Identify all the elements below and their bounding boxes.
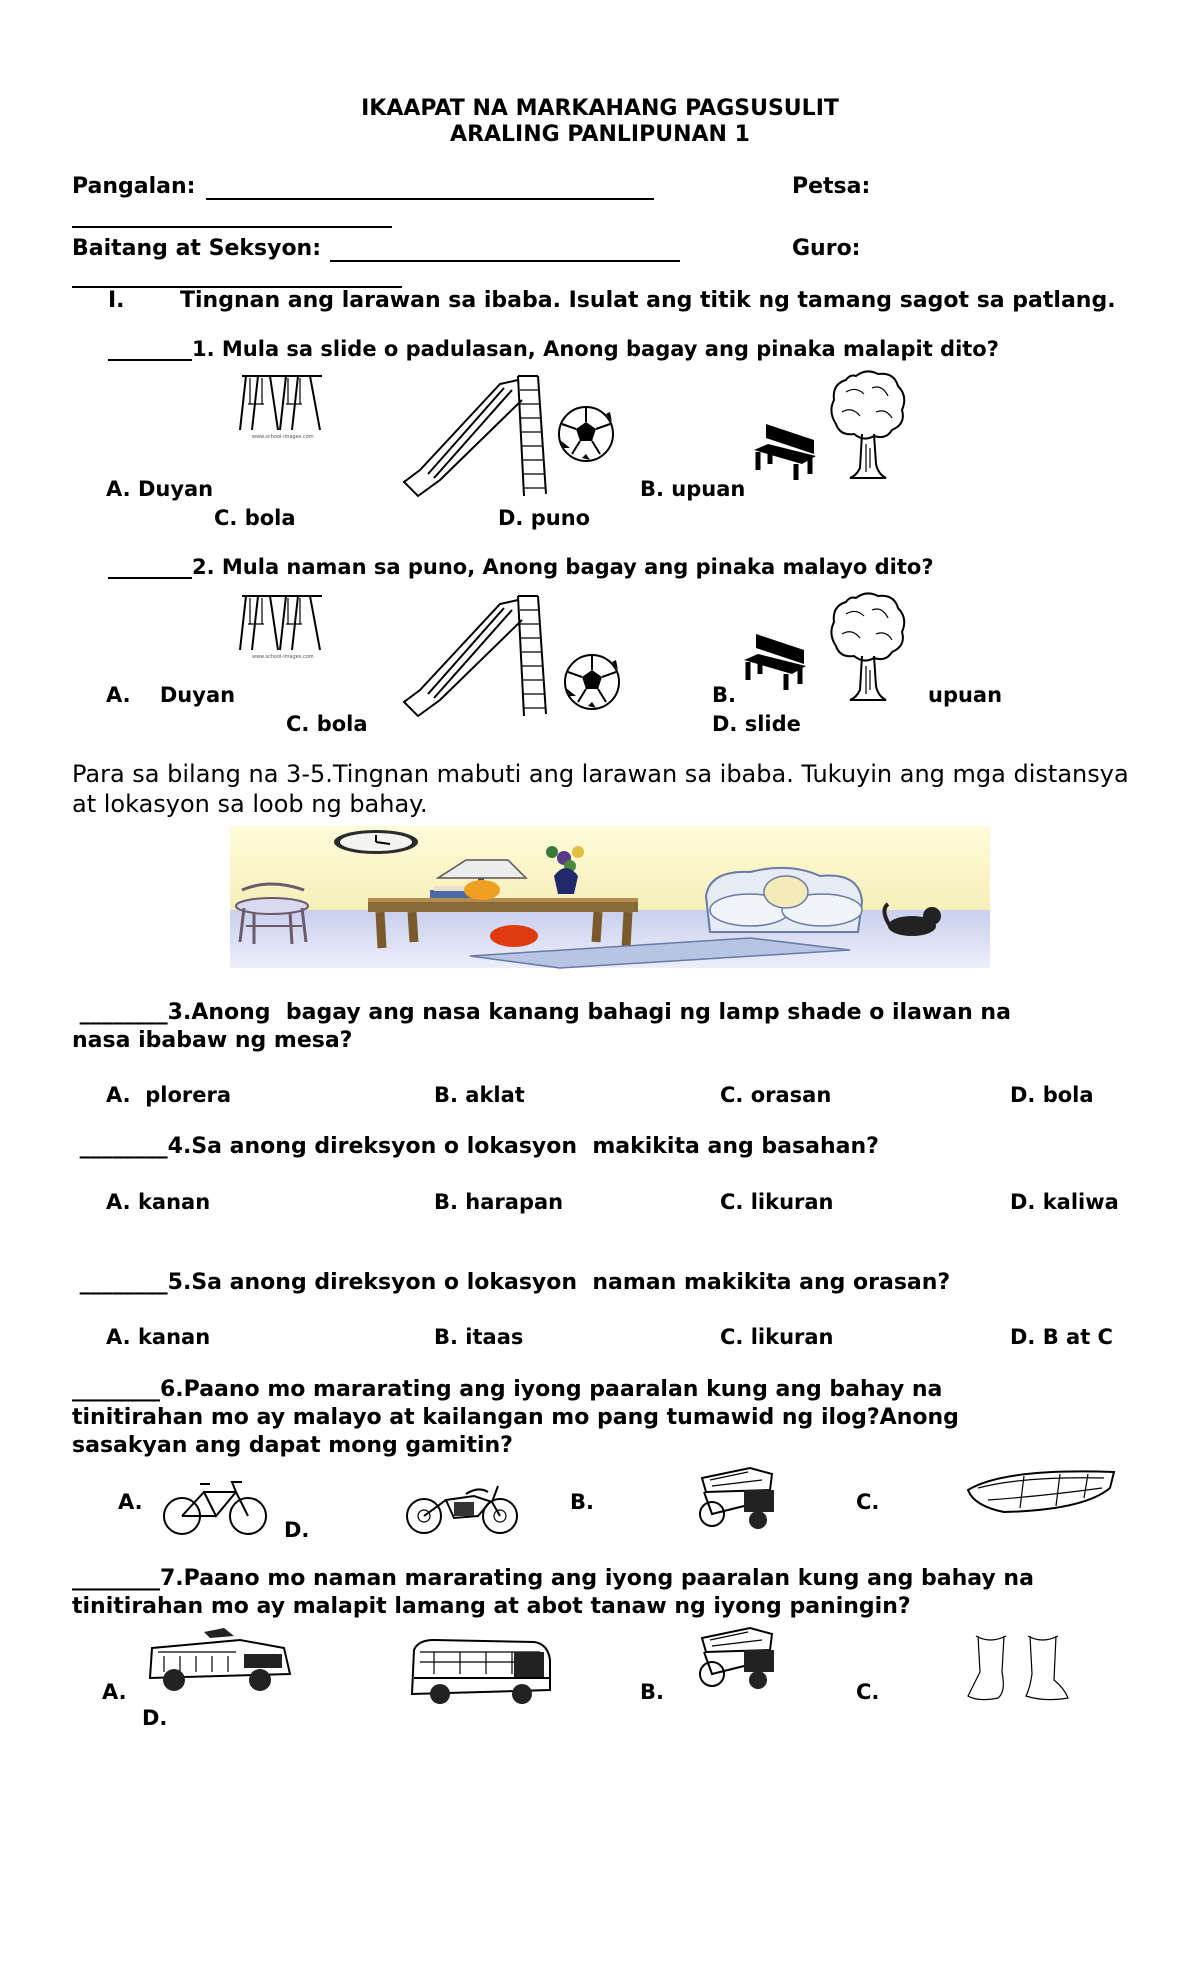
section-instruction: Tingnan ang larawan sa ibaba. Isulat ang titik ng tamang sagot sa patlang. — [180, 288, 1116, 313]
q3-option-b[interactable]: B. aklat — [434, 1083, 525, 1107]
q4-option-b[interactable]: B. harapan — [434, 1190, 564, 1214]
motorcycle-image — [404, 1480, 520, 1538]
q5-text: ________5.Sa anong direksyon o lokasyon naman makikita ang orasan? — [72, 1270, 951, 1295]
title-line2: ARALING PANLIPUNAN 1 — [450, 122, 750, 147]
q1-text: ________1. Mula sa slide o padulasan, Anong bagay ang pinaka malapit dito? — [108, 337, 999, 361]
q7-option-a[interactable]: A. — [102, 1680, 127, 1704]
q4-option-a[interactable]: A. kanan — [106, 1190, 211, 1214]
q2-option-a[interactable]: A. Duyan — [106, 683, 236, 707]
tree-image — [826, 368, 910, 484]
bench-image-2 — [742, 630, 812, 692]
ball-image — [556, 404, 616, 464]
section-numeral: I. — [108, 288, 125, 313]
intro-line2: at lokasyon sa loob ng bahay. — [72, 790, 428, 818]
q6-option-d[interactable]: D. — [284, 1518, 310, 1542]
q4-option-c[interactable]: C. likuran — [720, 1190, 834, 1214]
ball-image-2 — [562, 652, 622, 712]
q2-option-b-text: upuan — [928, 683, 1003, 707]
clock-image — [334, 830, 418, 854]
q3-option-c[interactable]: C. orasan — [720, 1083, 832, 1107]
feet-image — [964, 1632, 1076, 1704]
swing-image — [238, 370, 328, 440]
q7-text-line1: ________7.Paano mo naman mararating ang iyong paaralan kung ang bahay na — [72, 1566, 1034, 1591]
jeepney-image — [144, 1626, 294, 1696]
q2-option-d[interactable]: D. slide — [712, 712, 801, 736]
date-field[interactable] — [72, 226, 392, 228]
q1-blank[interactable]: ________ — [108, 337, 192, 361]
tree-image-2 — [826, 590, 910, 706]
svg-text:www.school-images.com: www.school-images.com — [252, 434, 314, 440]
bench-image — [752, 420, 822, 482]
bicycle-image — [160, 1474, 270, 1538]
q2-blank[interactable]: ________ — [108, 555, 192, 579]
q1-option-c[interactable]: C. bola — [214, 506, 296, 530]
slide-image-2 — [400, 590, 550, 720]
boat-image — [964, 1466, 1120, 1518]
q7-text-line2: tinitirahan mo ay malapit lamang at abot tanaw ng iyong paningin? — [72, 1594, 911, 1619]
q2-option-b[interactable]: B. — [712, 683, 736, 707]
grade-section-field[interactable] — [330, 260, 680, 262]
sofa-image — [706, 868, 862, 932]
q4-option-d[interactable]: D. kaliwa — [1010, 1190, 1119, 1214]
q6-text-line3: sasakyan ang dapat mong gamitin? — [72, 1433, 513, 1458]
svg-text:www.school-images.com: www.school-images.com — [252, 654, 314, 660]
q3-option-d[interactable]: D. bola — [1010, 1083, 1094, 1107]
name-field[interactable] — [206, 198, 654, 200]
q1-option-d[interactable]: D. puno — [498, 506, 591, 530]
title-line1: IKAAPAT NA MARKAHANG PAGSUSULIT — [361, 96, 839, 121]
slide-image — [400, 370, 550, 500]
date-label: Petsa: — [792, 174, 871, 199]
q5-option-a[interactable]: A. kanan — [106, 1325, 211, 1349]
q3-text-line1: ________3.Anong bagay ang nasa kanang bahagi ng lamp shade o ilawan na — [72, 1000, 1011, 1025]
swing-image-2 — [238, 590, 328, 660]
q1-option-b[interactable]: B. upuan — [640, 477, 746, 501]
teacher-label: Guro: — [792, 236, 861, 261]
q1-option-a[interactable]: A. Duyan — [106, 477, 214, 501]
q7-option-d[interactable]: D. — [142, 1706, 168, 1730]
q6-option-c[interactable]: C. — [856, 1490, 880, 1514]
tricycle-image — [692, 1462, 782, 1530]
room-scene-image — [230, 826, 990, 968]
name-label: Pangalan: — [72, 174, 196, 199]
q6-option-a[interactable]: A. — [118, 1490, 143, 1514]
q3-option-a[interactable]: A. plorera — [106, 1083, 232, 1107]
q6-option-b[interactable]: B. — [570, 1490, 594, 1514]
q6-text-line2: tinitirahan mo ay malayo at kailangan mo pang tumawid ng ilog?Anong — [72, 1405, 959, 1430]
q5-option-b[interactable]: B. itaas — [434, 1325, 524, 1349]
intro-line1: Para sa bilang na 3-5.Tingnan mabuti ang larawan sa ibaba. Tukuyin ang mga distansya — [72, 760, 1129, 788]
q2-text: ________2. Mula naman sa puno, Anong bagay ang pinaka malayo dito? — [108, 555, 934, 579]
grade-section-label: Baitang at Seksyon: — [72, 236, 322, 261]
q3-text-line2: nasa ibabaw ng mesa? — [72, 1028, 353, 1053]
tricycle-image-2 — [692, 1622, 782, 1690]
q7-option-b[interactable]: B. — [640, 1680, 664, 1704]
q5-option-d[interactable]: D. B at C — [1010, 1325, 1113, 1349]
red-ball-image — [490, 925, 538, 947]
q7-option-c[interactable]: C. — [856, 1680, 880, 1704]
q4-text: ________4.Sa anong direksyon o lokasyon makikita ang basahan? — [72, 1134, 879, 1159]
bus-image — [404, 1634, 554, 1706]
q6-text-line1: ________6.Paano mo mararating ang iyong paaralan kung ang bahay na — [72, 1377, 943, 1402]
q5-option-c[interactable]: C. likuran — [720, 1325, 834, 1349]
q2-option-c[interactable]: C. bola — [286, 712, 368, 736]
